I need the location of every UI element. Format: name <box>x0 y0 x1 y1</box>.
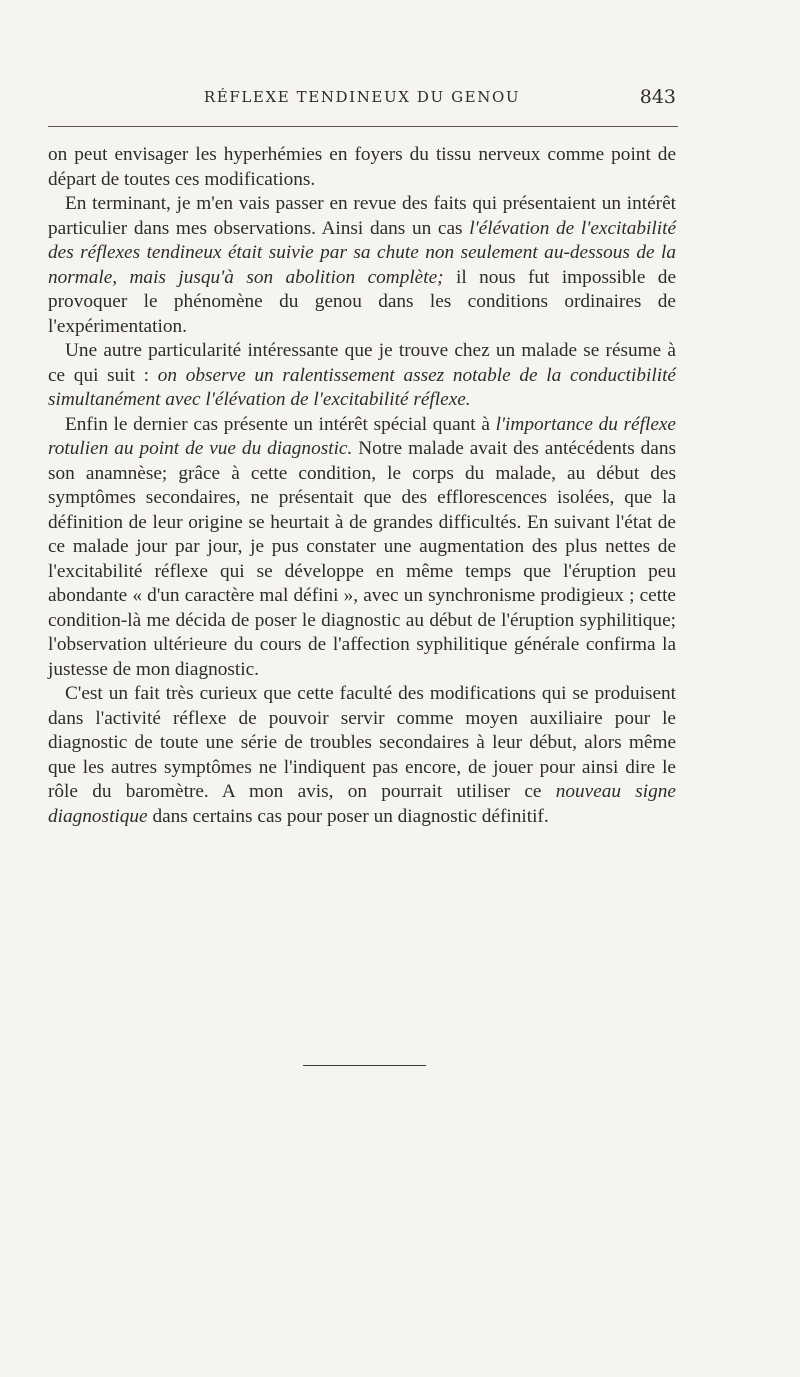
page-header <box>48 86 676 112</box>
italic-text: on observe un ralentissement assez notable de la conductibilité simultanément avec l'élévation de l'excitabilité réflexe. <box>48 364 676 410</box>
italic-text: l'importance du réflexe rotulien au point de vue du diagnostic. <box>48 413 676 459</box>
running-head: RÉFLEXE TENDINEUX DU GENOU <box>203 88 521 106</box>
text-span: C'est un fait très curieux que cette faculté des modifications qui se produisent dans l'activité réflexe de pouvoir servir comme moyen auxiliaire pour le diagnostic de toute une série de troubles secondaires à leur début, alors même que les autres symptômes ne l'indiquent pas encore, de jouer pour ainsi dire le rôle du baromètre. A mon avis, on pourrait utiliser ce <box>48 683 676 802</box>
text-span: Une autre particularité intéressante que je trouve chez un malade se résume à ce qui suit : <box>48 340 676 386</box>
text-span: dans certains cas pour poser un diagnostic définitif. <box>147 805 549 827</box>
text-span: on peut envisager les hyperhémies en foyers du tissu nerveux comme point de départ de toutes ces modifications. <box>48 144 676 190</box>
paragraph <box>48 413 676 683</box>
paragraph <box>48 192 676 339</box>
italic-text: nouveau signe diagnostique <box>48 781 676 827</box>
text-span: Enfin le dernier cas présente un intérêt spécial quant à <box>65 413 496 435</box>
page-number: 843 <box>639 86 676 108</box>
end-rule <box>303 1065 426 1066</box>
body-text <box>48 143 676 829</box>
paragraph <box>48 143 676 192</box>
paragraph <box>48 339 676 413</box>
text-span: Notre malade avait des antécédents dans son anamnèse; grâce à cette condition, le corps du malade, au début des symptômes secondaires, ne présentait que des efflorescences isolées, que la définition de leur origine se heurtait à de grandes difficultés. En suivant l'état de ce malade jour par jour, je pus constater une augmentation des plus nettes de l'excitabilité réflexe qui se développe en même temps que l'éruption peu abondante « d'un caractère mal défini », avec un synchronisme prodigieux ; cette condition-là me décida de poser le diagnostic au début de l'éruption syphilitique; l'observation ultérieure du cours de l'affection syphilitique générale confirma la justesse de mon diagnostic. <box>48 438 676 680</box>
text-span: il nous fut impossible de provoquer le phénomène du genou dans les conditions ordinaires de l'expérimentation. <box>48 266 676 337</box>
header-rule <box>48 126 678 127</box>
text-span: En terminant, je m'en vais passer en revue des faits qui présentaient un intérêt particulier dans mes observations. Ainsi dans un cas <box>48 193 676 239</box>
italic-text: l'élévation de l'excitabilité des réflexes tendineux était suivie par sa chute non seulement au-dessous de la normale, mais jusqu'à son abolition complète; <box>48 217 676 288</box>
paragraph <box>48 682 676 829</box>
